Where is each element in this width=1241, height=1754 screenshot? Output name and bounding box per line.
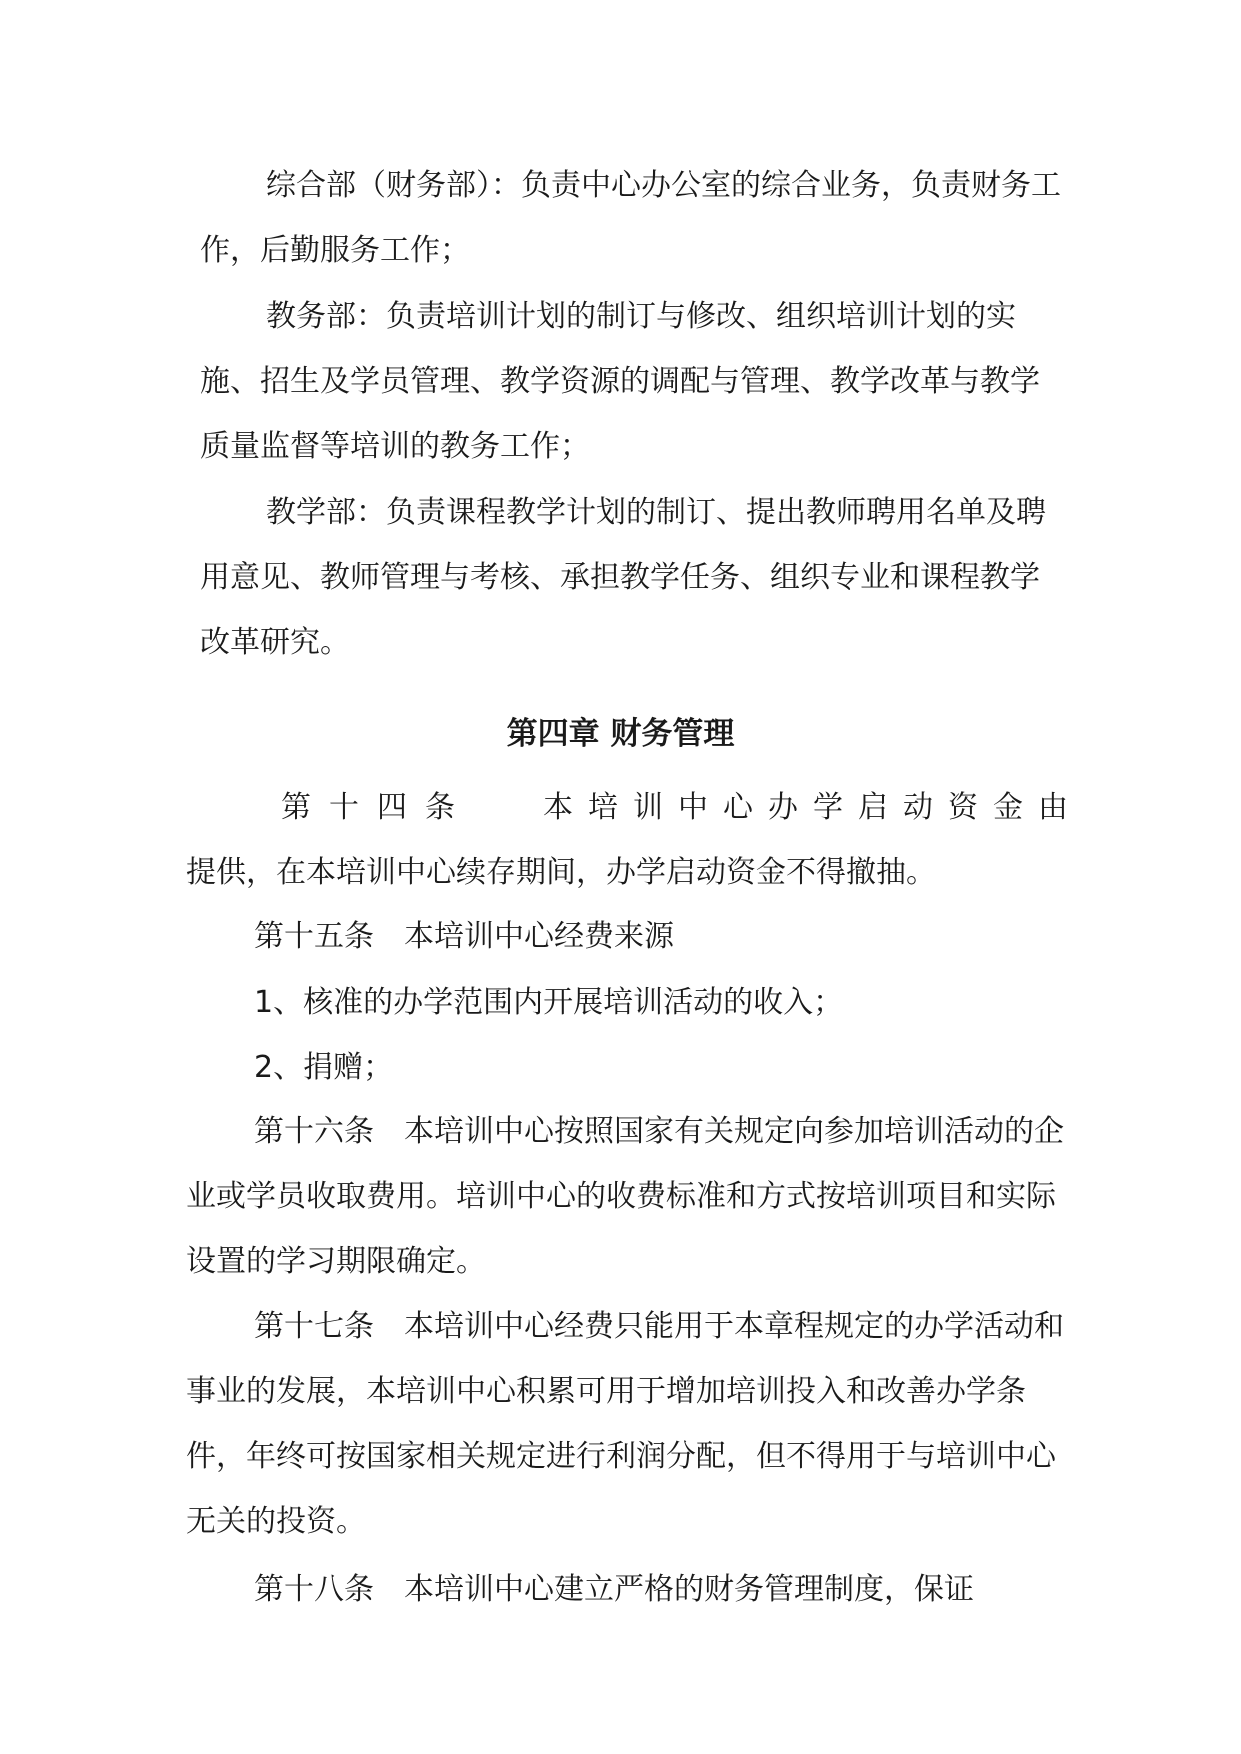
article-14-line1: [186, 775, 1083, 840]
list-item-1: 1、核准的办学范围内开展培训活动的收入；: [254, 985, 844, 1020]
article-14: [186, 775, 1083, 905]
paragraph-general-dept: 综合部（财务部）：负责中心办公室的综合业务，负责财务工作，后勤服务工作；: [200, 168, 1061, 268]
paragraph-academic-affairs: 教务部：负责培训计划的制订与修改、组织培训计划的实施、招生及学员管理、教学资源的调配与管理、教学改革与教学质量监督等培训的教务工作；: [200, 299, 1040, 464]
article-14-line2: 提供，在本培训中心续存期间，办学启动资金不得撤抽。: [186, 855, 936, 890]
article-16: 第十六条 本培训中心按照国家有关规定向参加培训活动的企业或学员收取费用。培训中心的收费标准和方式按培训项目和实际设置的学习期限确定。: [186, 1114, 1064, 1279]
article-17: 第十七条 本培训中心经费只能用于本章程规定的办学活动和事业的发展，本培训中心积累可用于增加培训投入和改善办学条件，年终可按国家相关规定进行利润分配，但不得用于与培训中心无关的投资。: [186, 1309, 1064, 1539]
article-18: 第十八条 本培训中心建立严格的财务管理制度，保证: [254, 1572, 974, 1607]
list-item-2: 2、捐赠；: [254, 1050, 394, 1085]
article-14-text-line1: 本培训中心办学启动资金由: [543, 790, 1083, 825]
chapter-heading: 第四章 财务管理: [506, 716, 735, 752]
paragraph-teaching-dept: 教学部：负责课程教学计划的制订、提出教师聘用名单及聘用意见、教师管理与考核、承担教学任务、组织专业和课程教学改革研究。: [200, 495, 1046, 660]
article-15: 第十五条 本培训中心经费来源: [254, 919, 674, 954]
article-14-label: 第十四条: [281, 790, 473, 825]
